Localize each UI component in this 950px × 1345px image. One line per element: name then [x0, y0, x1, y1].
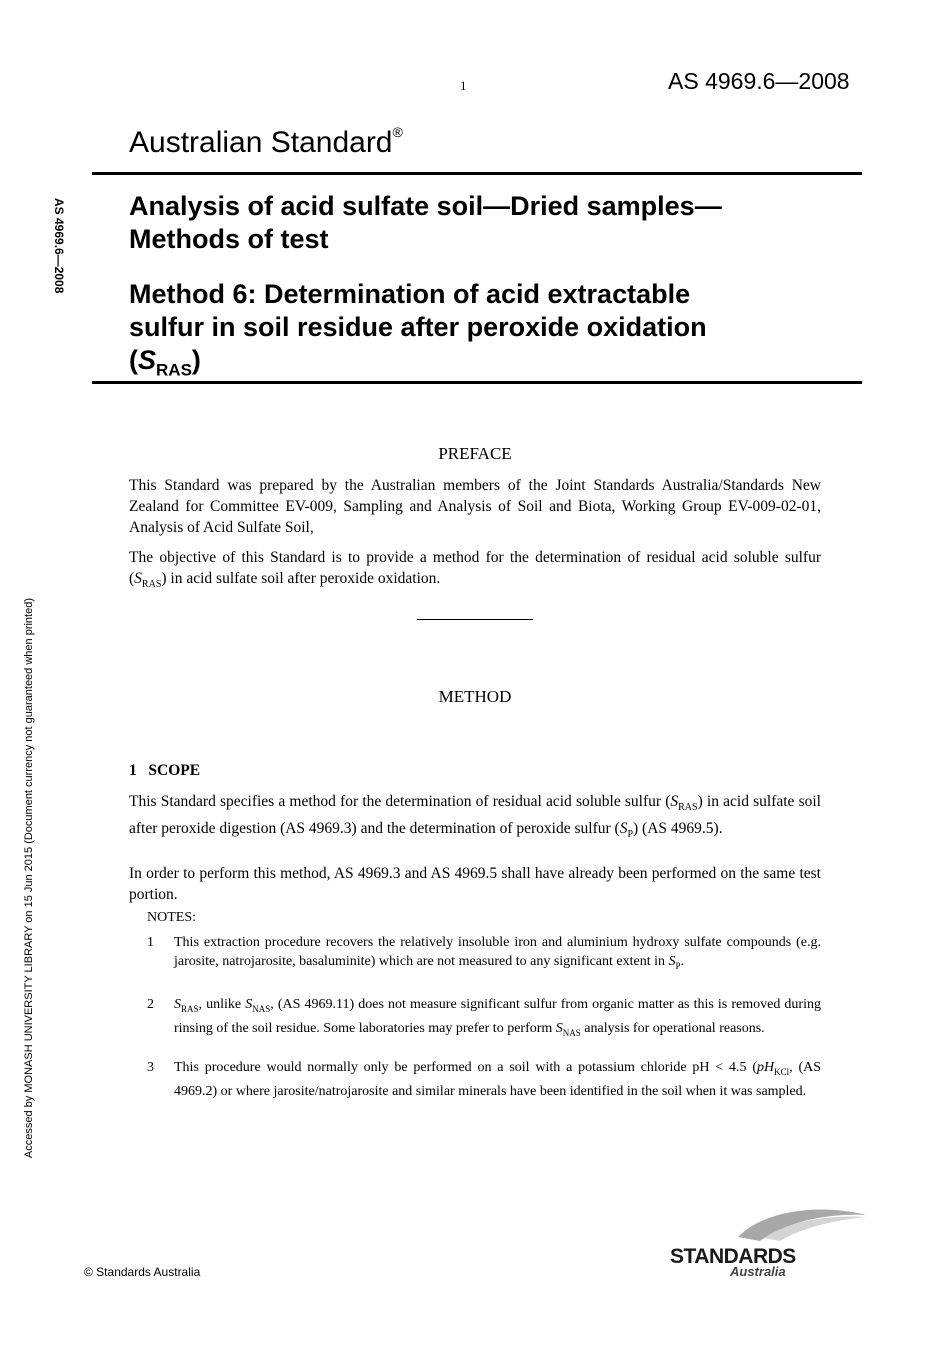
access-watermark: Accessed by MONASH UNIVERSITY LIBRARY on 15 Jun 2015 (Document currency not guaranteed when printed): [23, 598, 35, 1159]
brand-name: Australian Standard: [129, 126, 393, 159]
symbol-sub: KCl: [774, 1066, 790, 1077]
text-run: This Standard specifies a method for the determination of residual acid soluble sulfur (: [129, 793, 671, 810]
note-item: [147, 995, 821, 1043]
note-text: [174, 1058, 821, 1101]
text-run: , unlike: [198, 997, 246, 1012]
symbol: S: [174, 997, 181, 1012]
note-item: [147, 933, 821, 976]
symbol: pH: [756, 1060, 775, 1075]
symbol: S: [555, 1020, 563, 1036]
standards-australia-logo: [668, 1205, 868, 1280]
preface-heading: PREFACE: [438, 444, 512, 463]
symbol: S: [134, 570, 142, 587]
text-run: ) (AS 4969.5).: [633, 820, 723, 838]
note-text: [174, 933, 821, 976]
preface-paragraph-1: This Standard was prepared by the Australian members of the Joint Standards Australia/Standards New Zealand for Committee EV-009, Sampling and Analysis of Soil and Biota, Working Group EV-009-02-01, Analysis of Acid Sulfate Soil,: [129, 477, 821, 536]
symbol-sub: NAS: [562, 1027, 581, 1038]
logo-main-text: STANDARDS: [670, 1245, 796, 1268]
method-title-close: ): [191, 345, 201, 375]
method-heading: METHOD: [438, 687, 512, 706]
notes-label: NOTES:: [147, 910, 196, 925]
scope-heading: 1 SCOPE: [129, 762, 201, 779]
note-item: [147, 1058, 821, 1101]
method-title: [129, 278, 849, 386]
text-run: , (AS 4969.2) or where jarosite/natrojarosite and similar minerals have been identified in the soil when it was sampled.: [174, 1060, 821, 1099]
document-code: AS 4969.6—2008: [668, 68, 850, 94]
title-rule-bottom: [92, 381, 862, 384]
section-separator: [417, 619, 533, 620]
title-rule-top: [92, 172, 862, 175]
scope-paragraph-1: [129, 791, 821, 845]
symbol: S: [668, 954, 676, 969]
method-symbol-sub: RAS: [156, 360, 192, 380]
text-run: , (AS 4969.11) does not measure significant sulfur from organic matter as this is removed during rinsing of the soil residue. Some laboratories may prefer to perform: [174, 997, 821, 1036]
text-run: ) in acid sulfate soil after peroxide digestion (AS 4969.3) and the determination of peroxide sulfur (: [129, 793, 821, 838]
brand-title: [129, 126, 403, 160]
symbol: S: [245, 997, 253, 1012]
method-title-open: (: [129, 345, 138, 375]
note-number: 1: [147, 935, 154, 950]
text-run: ) in acid sulfate soil after peroxide oxidation.: [161, 570, 441, 587]
title-line-2: Methods of test: [129, 224, 329, 254]
registered-mark: ®: [392, 124, 403, 140]
method-title-line-1: Method 6: Determination of acid extractable: [129, 279, 691, 309]
method-title-line-2: sulfur in soil residue after peroxide oxidation: [129, 312, 707, 342]
copyright-notice: © Standards Australia: [84, 1265, 201, 1279]
symbol-sub: P: [675, 960, 681, 971]
note-number: 3: [147, 1060, 154, 1075]
note-text: [174, 995, 821, 1043]
symbol-sub: P: [627, 829, 634, 841]
symbol: S: [619, 820, 628, 838]
text-run: This procedure would normally only be performed on a soil with a potassium chloride pH < 4.5 (: [174, 1060, 757, 1075]
symbol-sub: RAS: [678, 802, 698, 814]
side-document-code: AS 4969.6—2008: [52, 198, 66, 294]
scope-paragraph-2: In order to perform this method, AS 4969.3 and AS 4969.5 shall have already been performed on the same test portion.: [129, 865, 821, 903]
symbol-sub: RAS: [141, 579, 162, 591]
text-run: This extraction procedure recovers the relatively insoluble iron and aluminium hydroxy sulfate compounds (e.g. jarosite, natrojarosite, basaluminite) which are not measured to any significant extent in: [174, 935, 821, 969]
text-run: .: [680, 954, 685, 969]
logo-sub-text: Australia: [730, 1264, 786, 1279]
preface-paragraph-2: [129, 547, 821, 595]
method-symbol: S: [138, 345, 157, 375]
note-number: 2: [147, 997, 154, 1012]
symbol-sub: NAS: [252, 1003, 271, 1014]
text-run: analysis for operational reasons.: [580, 1020, 765, 1036]
symbol: S: [670, 793, 679, 810]
document-title: [129, 190, 849, 256]
page-number: 1: [460, 78, 467, 93]
text-run: The objective of this Standard is to provide a method for the determination of residual acid soluble sulfur (: [129, 549, 821, 587]
symbol-sub: RAS: [181, 1003, 199, 1014]
title-line-1: Analysis of acid sulfate soil—Dried samples—: [129, 191, 722, 221]
